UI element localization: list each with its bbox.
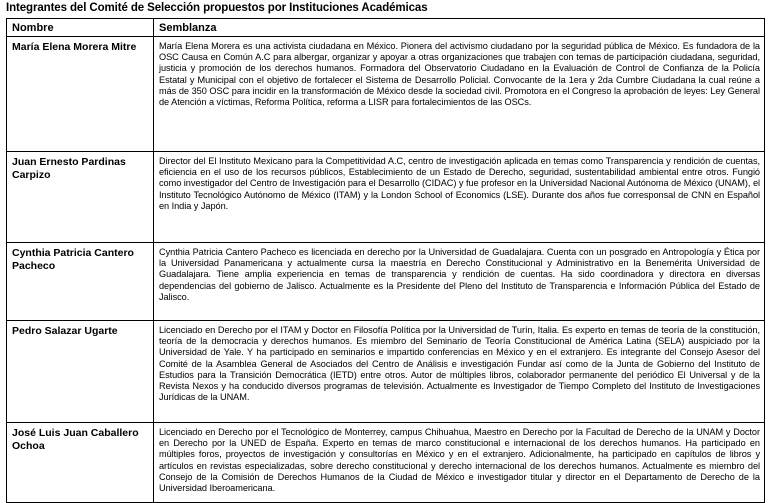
table-row: [7, 243, 765, 321]
member-bio: Director del El Instituto Mexicano para la Competitividad A.C, centro de investigación aplicada en temas como Transparencia y rendición de cuentas, eficiencia en el uso de los recursos públicos, Establecimiento de un Estado de Derecho, seguridad, sustentabilidad ambiental entre otros. Fungió como investigador del Centro de Investigación para el Desarrollo (CIDAC) y fue profesor en la Universidad Nacional Autónoma de México (UNAM), el Instituto Tecnológico Autónomo de México (ITAM) y la London School of Economics (LSE). Durante dos años fue corresponsal de CNN en Español en India y Japón.: [154, 152, 765, 243]
committee-table: [6, 18, 765, 503]
column-header-name: Nombre: [7, 19, 154, 37]
table-caption: Integrantes del Comité de Selección propuestos por Instituciones Académicas: [6, 2, 428, 14]
member-bio: Cynthia Patricia Cantero Pacheco es licenciada en derecho por la Universidad de Guadalajara. Cuenta con un posgrado en Antropología y Ética por la Universidad Panamericana y actualmente cursa la maestría en Derecho Constitucional y Administrativo en la Benemérita Universidad de Guadalajara. Tiene amplia experiencia en temas de transparencia y rendición de cuentas. Ha sido coordinadora y directora en diversas dependencias del gobierno de Jalisco. Actualmente es la Presidente del Pleno del Instituto de Transparencia e Información Pública del Estado de Jalisco.: [154, 243, 765, 321]
column-header-bio: Semblanza: [154, 19, 765, 37]
member-name: Juan Ernesto Pardinas Carpizo: [7, 152, 154, 243]
member-name: José Luis Juan Caballero Ochoa: [7, 423, 154, 503]
member-name: Pedro Salazar Ugarte: [7, 321, 154, 423]
table-row: [7, 423, 765, 503]
member-bio: María Elena Morera es una activista ciudadana en México. Pionera del activismo ciudadano por la seguridad pública de México. Es fundadora de la OSC Causa en Común A.C para albergar, organizar y apoyar a otras organizaciones que trabajen con temas de participación ciudadana, seguridad, justicia y promoción de los derechos humanos. Formadora del Observatorio Ciudadano en la Evaluación de Control de Confianza de la Policía Estatal y Municipal con el objetivo de fortalecer el Sistema de Desarrollo Policial. Convocante de la 1era y 2da Cumbre Ciudadana la cual reúne a más de 350 OSC para incidir en la transformación de México desde la sociedad civil. Promotora en el Congreso la aprobación de leyes: Ley General de Atención a víctimas, Reforma Política, reforma a LISR para fortalecimientos de las OSCs.: [154, 37, 765, 152]
table-row: [7, 152, 765, 243]
member-bio: Licenciado en Derecho por el ITAM y Doctor en Filosofía Política por la Universidad de Turín, Italia. Es experto en temas de teoría de la constitución, teoría de la democracia y derechos humanos. Es miembro del Seminario de Teoría Constitucional de América Latina (SELA) auspiciado por la Universidad de Yale. Y ha participado en seminarios e impartido conferencias en México y en el extranjero. Es integrante del Consejo Asesor del Comité de la Asamblea General de Asociados del Centro de Análisis e investigación Fundar así como de la Junta de Gobierno del Instituto de Estudios para la Transición Democrática (IETD) entre otros. Autor de múltiples libros, colaborador permanente del periódico El Universal y de la Revista Nexos y ha conducido diversos programas de televisión. Actualmente es Investigador de Tiempo Completo del Instituto de Investigaciones Jurídicas de la UNAM.: [154, 321, 765, 423]
member-name: María Elena Morera Mitre: [7, 37, 154, 152]
table-header-row: [7, 19, 765, 37]
table-row: [7, 37, 765, 152]
member-bio: Licenciado en Derecho por el Tecnológico de Monterrey, campus Chihuahua, Maestro en Derecho por la Facultad de Derecho de la UNAM y Doctor en Derecho por la UNED de España. Experto en temas de marco constitucional e internacional de los derechos humanos. Ha participado en múltiples foros, proyectos de investigación y consultorías en México y en el extranjero. Adicionalmente, ha participado en capítulos de libros y artículos en revistas especializadas, sobre derecho constitucional y derecho internacional de los derechos humanos. Actualmente es miembro del Consejo de la Comisión de Derechos Humanos de la Ciudad de México e investigador titular y director en el Departamento de Derecho de la Universidad Iberoamericana.: [154, 423, 765, 503]
table-row: [7, 321, 765, 423]
member-name: Cynthia Patricia Cantero Pacheco: [7, 243, 154, 321]
